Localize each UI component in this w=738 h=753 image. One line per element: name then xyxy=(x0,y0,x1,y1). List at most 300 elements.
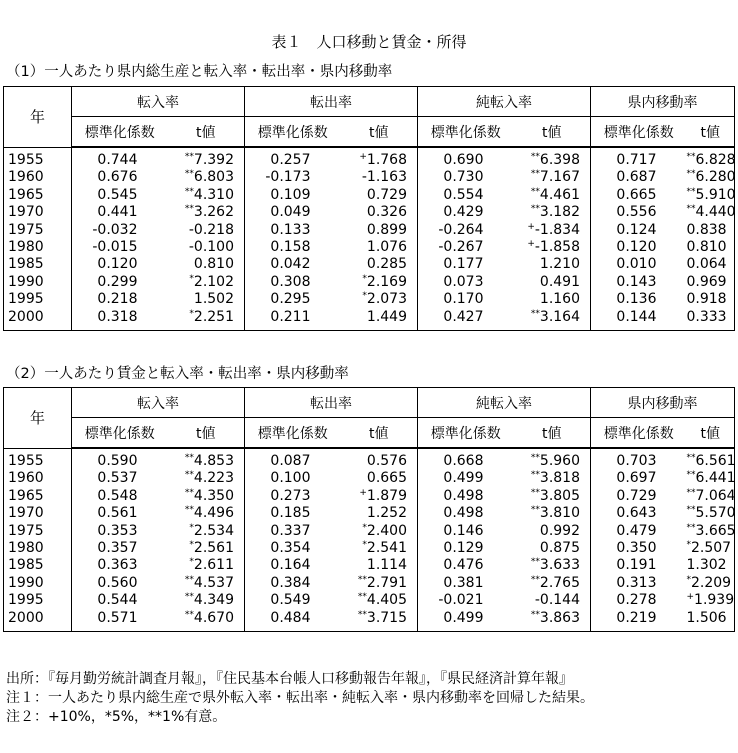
year-cell: 1995 xyxy=(4,291,72,308)
tval-number: 0.918 xyxy=(686,291,727,308)
table-row xyxy=(4,488,735,505)
coef-cell: -0.015 xyxy=(92,239,138,256)
tval-number: 4.670 xyxy=(193,609,234,626)
tval-cell xyxy=(168,610,245,632)
tval-number: -0.218 xyxy=(188,221,234,238)
tval-number: 0.285 xyxy=(366,256,407,273)
year-cell: 1965 xyxy=(4,488,72,505)
tval-cell xyxy=(514,610,591,632)
tval-cell xyxy=(687,187,735,204)
tval-number: 3.863 xyxy=(539,609,580,626)
tval-number: 1.506 xyxy=(686,609,727,626)
coef-cell: 0.668 xyxy=(443,453,484,469)
year-cell: 1970 xyxy=(4,204,72,221)
tval-number: 6.803 xyxy=(193,169,234,186)
table-row xyxy=(4,470,735,487)
group-header-inflow: 転入率 xyxy=(72,388,245,418)
tval-cell xyxy=(341,169,418,186)
tval-cell xyxy=(168,169,245,186)
tval-header: t値 xyxy=(514,117,591,148)
significance-mark: ** xyxy=(184,574,194,585)
tval-cell xyxy=(341,592,418,609)
coef-header: 標準化係数 xyxy=(72,418,168,449)
tval-cell xyxy=(168,575,245,592)
section-1-title: （1）一人あたり県内総生産と転入率・転出率・県内移動率 xyxy=(6,64,393,80)
significance-mark: ** xyxy=(184,204,194,215)
tval-number: 0.992 xyxy=(539,522,580,539)
tval-cell xyxy=(687,523,735,540)
coef-cell: 0.717 xyxy=(616,152,657,168)
coef-cell: 0.697 xyxy=(616,470,657,487)
significance-mark: * xyxy=(362,540,367,551)
significance-mark: + xyxy=(359,487,367,498)
table-row xyxy=(4,291,735,308)
significance-mark: * xyxy=(189,308,194,319)
tval-cell xyxy=(514,448,591,470)
tval-cell xyxy=(687,505,735,522)
tval-header: t値 xyxy=(168,117,245,148)
coef-cell: 0.427 xyxy=(443,308,484,325)
tval-number: -0.100 xyxy=(188,239,234,256)
coef-cell: 0.544 xyxy=(97,592,138,609)
tval-number: 5.960 xyxy=(539,453,580,469)
coef-cell: 0.318 xyxy=(97,308,138,325)
tval-cell xyxy=(168,488,245,505)
tval-cell xyxy=(687,222,735,239)
coef-cell: 0.687 xyxy=(616,169,657,186)
coef-cell: -0.264 xyxy=(438,221,484,238)
tval-number: 0.810 xyxy=(193,256,234,273)
coef-cell: 0.146 xyxy=(443,522,484,539)
coef-cell: 0.571 xyxy=(97,609,138,626)
coef-cell: 0.499 xyxy=(443,609,484,626)
tval-cell xyxy=(168,470,245,487)
tval-number: 1.302 xyxy=(686,557,727,574)
tval-cell xyxy=(514,256,591,273)
tval-cell xyxy=(687,540,735,557)
tval-number: 2.102 xyxy=(193,273,234,290)
tval-number: 3.633 xyxy=(539,557,580,574)
tval-cell xyxy=(341,488,418,505)
tval-number: -1.858 xyxy=(534,239,580,256)
note-1: 注１：一人あたり県内総生産で県外転入率・転出率・純転入率・県内移動率を回帰した結果。 xyxy=(6,690,594,706)
tval-cell xyxy=(514,147,591,169)
significance-mark: * xyxy=(362,273,367,284)
coef-cell: 0.120 xyxy=(97,256,138,273)
coef-cell: -0.032 xyxy=(92,221,138,238)
coef-cell: 0.211 xyxy=(270,308,311,325)
significance-mark: * xyxy=(189,540,194,551)
coef-header: 標準化係数 xyxy=(72,117,168,148)
coef-cell: 0.561 xyxy=(97,505,138,522)
tval-cell xyxy=(687,169,735,186)
coef-cell: 0.120 xyxy=(616,239,657,256)
group-header-net-inflow: 純転入率 xyxy=(418,388,591,418)
tval-number: 0.491 xyxy=(539,273,580,290)
tval-number: 2.073 xyxy=(366,291,407,308)
tval-number: 4.310 xyxy=(193,186,234,203)
table-row xyxy=(4,204,735,221)
tval-number: 0.875 xyxy=(539,540,580,557)
tval-number: 1.160 xyxy=(539,291,580,308)
tval-header: t値 xyxy=(341,418,418,449)
tval-number: 2.765 xyxy=(539,574,580,591)
significance-mark: ** xyxy=(530,470,540,481)
tval-cell xyxy=(687,557,735,574)
coef-cell: 0.185 xyxy=(270,505,311,522)
tval-cell xyxy=(341,187,418,204)
significance-mark: ** xyxy=(530,557,540,568)
tval-cell xyxy=(341,505,418,522)
tval-number: 3.182 xyxy=(539,204,580,221)
coef-cell: 0.476 xyxy=(443,557,484,574)
tval-cell xyxy=(514,488,591,505)
tval-cell xyxy=(341,291,418,308)
year-cell: 1995 xyxy=(4,592,72,609)
tval-cell xyxy=(687,575,735,592)
significance-mark: * xyxy=(189,522,194,533)
tval-cell xyxy=(341,256,418,273)
tval-number: 2.561 xyxy=(193,540,234,557)
tval-number: 6.398 xyxy=(539,152,580,168)
coef-cell: 0.010 xyxy=(616,256,657,273)
section-2-title: （2）一人あたり賃金と転入率・転出率・県内移動率 xyxy=(6,366,349,382)
year-cell: 2000 xyxy=(4,309,72,331)
tval-cell xyxy=(514,470,591,487)
tval-number: 0.576 xyxy=(366,453,407,469)
year-cell: 1985 xyxy=(4,256,72,273)
coef-cell: 0.350 xyxy=(616,540,657,557)
table-row xyxy=(4,256,735,273)
significance-mark: ** xyxy=(686,152,696,162)
tval-cell xyxy=(687,291,735,308)
tval-cell xyxy=(341,274,418,291)
coef-cell: 0.124 xyxy=(616,221,657,238)
significance-mark: * xyxy=(189,273,194,284)
tval-cell xyxy=(168,204,245,221)
table-row xyxy=(4,274,735,291)
tval-number: -0.144 xyxy=(534,592,580,609)
tval-cell xyxy=(514,291,591,308)
tval-number: 0.969 xyxy=(686,273,727,290)
significance-mark: + xyxy=(359,152,367,162)
group-header-inflow: 転入率 xyxy=(72,87,245,117)
tval-number: 2.534 xyxy=(193,522,234,539)
coef-cell: 0.073 xyxy=(443,273,484,290)
coef-cell: 0.703 xyxy=(616,453,657,469)
tval-number: 0.810 xyxy=(686,239,727,256)
significance-mark: ** xyxy=(686,505,696,516)
tval-cell xyxy=(514,505,591,522)
coef-cell: 0.556 xyxy=(616,204,657,221)
coef-header: 標準化係数 xyxy=(418,418,514,449)
coef-cell: 0.484 xyxy=(270,609,311,626)
coef-cell: 0.049 xyxy=(270,204,311,221)
tval-number: 6.828 xyxy=(695,152,736,168)
tval-number: 6.441 xyxy=(695,470,736,487)
significance-mark: * xyxy=(686,574,691,585)
year-cell: 1970 xyxy=(4,505,72,522)
tval-cell xyxy=(341,309,418,331)
tval-number: 4.440 xyxy=(695,204,736,221)
year-header: 年 xyxy=(4,388,72,449)
group-header-outflow: 転出率 xyxy=(245,87,418,117)
tval-cell xyxy=(687,256,735,273)
tval-number: 1.114 xyxy=(366,557,407,574)
tval-cell xyxy=(514,204,591,221)
coef-cell: 0.384 xyxy=(270,574,311,591)
year-cell: 1985 xyxy=(4,557,72,574)
tval-number: 3.665 xyxy=(695,522,736,539)
coef-cell: 0.499 xyxy=(443,470,484,487)
tval-cell xyxy=(341,448,418,470)
tval-number: 2.169 xyxy=(366,273,407,290)
significance-mark: ** xyxy=(357,609,367,620)
coef-cell: 0.170 xyxy=(443,291,484,308)
table-title: 表１ 人口移動と賃金・所得 xyxy=(271,33,467,51)
year-cell: 1975 xyxy=(4,523,72,540)
tval-cell xyxy=(168,557,245,574)
significance-mark: ** xyxy=(530,487,540,498)
tval-cell xyxy=(341,470,418,487)
tval-header: t値 xyxy=(341,117,418,148)
significance-mark: ** xyxy=(686,470,696,481)
coef-cell: 0.730 xyxy=(443,169,484,186)
tval-number: 0.729 xyxy=(366,186,407,203)
tval-cell xyxy=(687,470,735,487)
significance-mark: ** xyxy=(357,574,367,585)
tval-cell xyxy=(168,592,245,609)
coef-cell: 0.164 xyxy=(270,557,311,574)
significance-mark: ** xyxy=(530,169,540,180)
tval-cell xyxy=(341,204,418,221)
coef-cell: 0.554 xyxy=(443,186,484,203)
year-cell: 1960 xyxy=(4,169,72,186)
coef-cell: 0.744 xyxy=(97,152,138,168)
coef-cell: 0.549 xyxy=(270,592,311,609)
tval-number: 0.899 xyxy=(366,221,407,238)
tval-number: 2.507 xyxy=(691,540,732,557)
significance-mark: ** xyxy=(184,505,194,516)
significance-mark: * xyxy=(686,540,691,551)
significance-mark: ** xyxy=(530,574,540,585)
tval-number: 7.064 xyxy=(695,487,736,504)
year-cell: 2000 xyxy=(4,610,72,632)
coef-cell: 0.191 xyxy=(616,557,657,574)
significance-mark: ** xyxy=(686,522,696,533)
table-row xyxy=(4,239,735,256)
significance-mark: * xyxy=(189,557,194,568)
coef-cell: 0.545 xyxy=(97,186,138,203)
significance-mark: ** xyxy=(686,487,696,498)
tval-number: 2.791 xyxy=(366,574,407,591)
tval-cell xyxy=(168,309,245,331)
tval-cell xyxy=(687,147,735,169)
coef-cell: 0.353 xyxy=(97,522,138,539)
coef-cell: 0.295 xyxy=(270,291,311,308)
tval-cell xyxy=(687,204,735,221)
tval-cell xyxy=(514,274,591,291)
tval-cell xyxy=(514,557,591,574)
tval-number: 0.326 xyxy=(366,204,407,221)
tval-number: 1.502 xyxy=(193,291,234,308)
tval-number: 4.461 xyxy=(539,186,580,203)
table-row xyxy=(4,557,735,574)
tval-header: t値 xyxy=(514,418,591,449)
significance-mark: ** xyxy=(530,152,540,162)
tval-cell xyxy=(687,309,735,331)
tval-number: 1.879 xyxy=(366,487,407,504)
coef-cell: 0.381 xyxy=(443,574,484,591)
tval-cell xyxy=(341,540,418,557)
table-row xyxy=(4,448,735,470)
coef-cell: 0.219 xyxy=(616,609,657,626)
significance-mark: ** xyxy=(686,453,696,463)
year-cell: 1990 xyxy=(4,575,72,592)
tval-number: -1.834 xyxy=(534,221,580,238)
table-row xyxy=(4,147,735,169)
tval-header: t値 xyxy=(687,117,735,148)
coef-cell: 0.363 xyxy=(97,557,138,574)
tval-number: 1.252 xyxy=(366,505,407,522)
coef-cell: 0.308 xyxy=(270,273,311,290)
table-row xyxy=(4,592,735,609)
tval-number: 4.350 xyxy=(193,487,234,504)
coef-cell: 0.548 xyxy=(97,487,138,504)
tval-number: 3.164 xyxy=(539,308,580,325)
tval-cell xyxy=(168,523,245,540)
tval-number: 4.223 xyxy=(193,470,234,487)
tval-cell xyxy=(687,448,735,470)
significance-mark: * xyxy=(362,291,367,302)
coef-cell: 0.278 xyxy=(616,592,657,609)
significance-mark: ** xyxy=(184,470,194,481)
tval-cell xyxy=(514,222,591,239)
coef-cell: 0.498 xyxy=(443,505,484,522)
tval-cell xyxy=(687,239,735,256)
regression-table-gdp xyxy=(3,86,735,331)
tval-cell xyxy=(687,274,735,291)
coef-cell: 0.133 xyxy=(270,221,311,238)
significance-mark: ** xyxy=(357,592,367,603)
group-header-net-inflow: 純転入率 xyxy=(418,87,591,117)
tval-number: 3.818 xyxy=(539,470,580,487)
source-note: 出所：『毎月勤労統計調査月報』，『住民基本台帳人口移動報告年報』，『県民経済計算年報』 xyxy=(6,671,573,687)
table-row xyxy=(4,187,735,204)
coef-cell: 0.441 xyxy=(97,204,138,221)
coef-cell: -0.021 xyxy=(438,592,484,609)
coef-cell: 0.729 xyxy=(616,487,657,504)
tval-number: -1.163 xyxy=(361,169,407,186)
table-row xyxy=(4,540,735,557)
coef-cell: 0.357 xyxy=(97,540,138,557)
coef-cell: 0.257 xyxy=(270,152,311,168)
tval-header: t値 xyxy=(687,418,735,449)
tval-number: 2.400 xyxy=(366,522,407,539)
year-cell: 1980 xyxy=(4,540,72,557)
year-header: 年 xyxy=(4,87,72,148)
coef-cell: 0.087 xyxy=(270,453,311,469)
tval-number: 2.611 xyxy=(193,557,234,574)
tval-cell xyxy=(168,147,245,169)
tval-cell xyxy=(514,592,591,609)
tval-cell xyxy=(168,256,245,273)
coef-cell: 0.136 xyxy=(616,291,657,308)
coef-cell: 0.643 xyxy=(616,505,657,522)
tval-cell xyxy=(514,523,591,540)
coef-cell: 0.560 xyxy=(97,574,138,591)
tval-cell xyxy=(514,540,591,557)
tval-cell xyxy=(341,523,418,540)
table-row xyxy=(4,222,735,239)
coef-cell: 0.479 xyxy=(616,522,657,539)
tval-cell xyxy=(687,610,735,632)
coef-cell: 0.042 xyxy=(270,256,311,273)
tval-number: 6.280 xyxy=(695,169,736,186)
regression-table-wage xyxy=(3,387,735,632)
tval-cell xyxy=(168,448,245,470)
tval-number: 6.561 xyxy=(695,453,736,469)
tval-number: 7.167 xyxy=(539,169,580,186)
year-cell: 1980 xyxy=(4,239,72,256)
significance-mark: + xyxy=(686,592,695,603)
coef-header: 標準化係数 xyxy=(418,117,514,148)
table-row xyxy=(4,505,735,522)
coef-cell: -0.267 xyxy=(438,239,484,256)
coef-cell: 0.313 xyxy=(616,574,657,591)
coef-cell: 0.354 xyxy=(270,540,311,557)
significance-mark: ** xyxy=(686,204,696,215)
coef-cell: 0.158 xyxy=(270,239,311,256)
year-cell: 1955 xyxy=(4,448,72,470)
tval-cell xyxy=(168,540,245,557)
coef-header: 標準化係数 xyxy=(245,418,341,449)
coef-cell: 0.299 xyxy=(97,273,138,290)
tval-cell xyxy=(168,274,245,291)
significance-mark: + xyxy=(527,239,535,250)
tval-cell xyxy=(514,169,591,186)
tval-number: 2.541 xyxy=(366,540,407,557)
tval-cell xyxy=(687,592,735,609)
coef-header: 標準化係数 xyxy=(591,418,687,449)
table-row xyxy=(4,169,735,186)
tval-cell xyxy=(341,557,418,574)
tval-number: 5.570 xyxy=(695,505,736,522)
tval-number: 4.349 xyxy=(193,592,234,609)
coef-header: 標準化係数 xyxy=(591,117,687,148)
tval-cell xyxy=(168,222,245,239)
tval-number: 1.939 xyxy=(694,592,735,609)
tval-cell xyxy=(341,147,418,169)
group-header-intra-prefecture: 県内移動率 xyxy=(591,87,735,117)
significance-mark: ** xyxy=(686,186,696,197)
tval-number: 3.810 xyxy=(539,505,580,522)
tval-cell xyxy=(168,505,245,522)
tval-number: 4.496 xyxy=(193,505,234,522)
tval-cell xyxy=(341,222,418,239)
tval-number: 7.392 xyxy=(193,152,234,168)
coef-cell: 0.100 xyxy=(270,470,311,487)
significance-mark: ** xyxy=(184,453,194,463)
significance-mark: + xyxy=(527,221,535,232)
coef-cell: 0.218 xyxy=(97,291,138,308)
tval-number: 3.715 xyxy=(366,609,407,626)
coef-cell: -0.173 xyxy=(265,169,311,186)
year-cell: 1960 xyxy=(4,470,72,487)
tval-number: 1.210 xyxy=(539,256,580,273)
coef-header: 標準化係数 xyxy=(245,117,341,148)
tval-number: 0.838 xyxy=(686,221,727,238)
